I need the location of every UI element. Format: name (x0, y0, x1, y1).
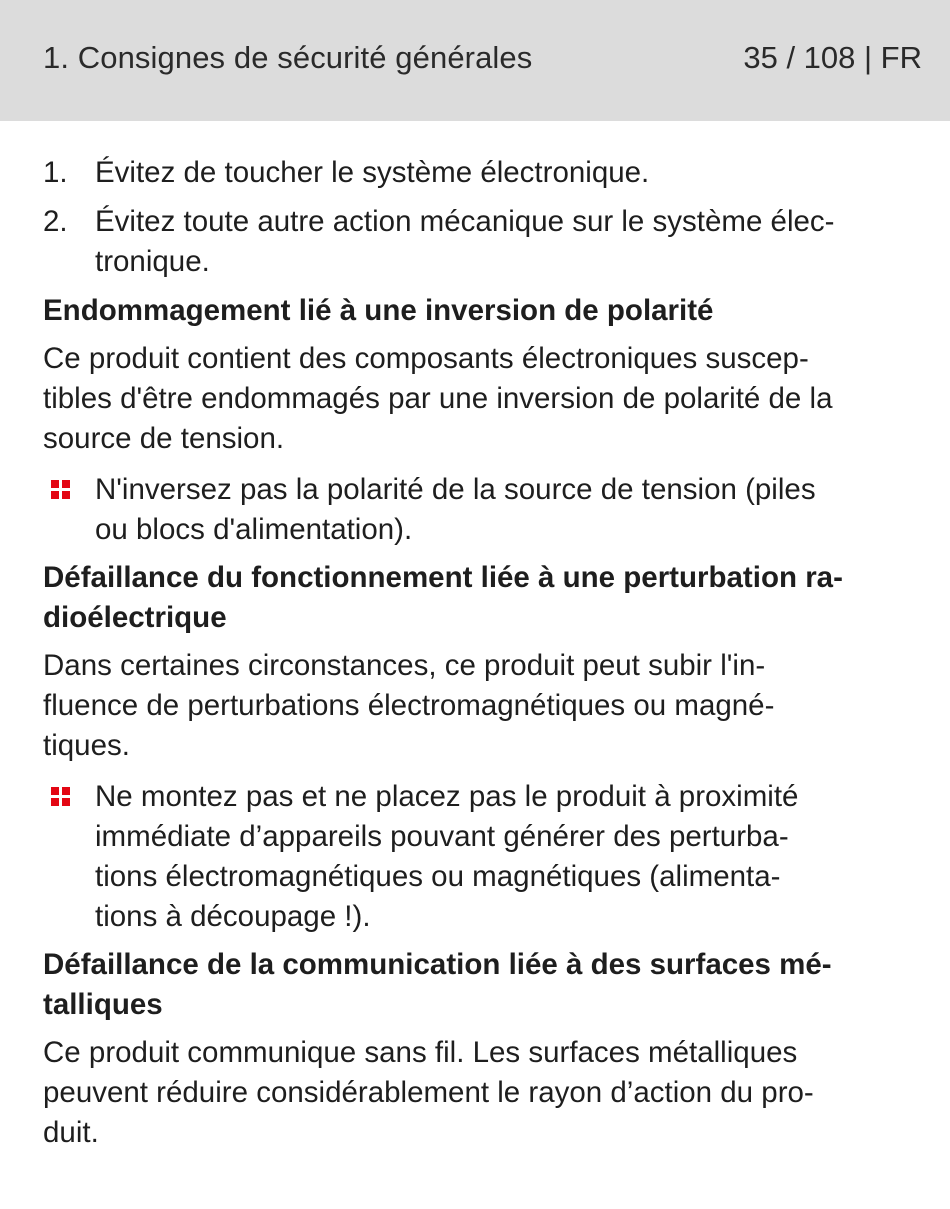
numbered-item (43, 153, 928, 193)
page-header (0, 0, 950, 121)
item-number: 1. (43, 156, 68, 189)
section-paragraph: Ce produit contient des composants électroniques suscep- tibles d'être endommagés par une inversion de polarité de la source de tension. (43, 342, 833, 455)
bullet-icon (43, 777, 95, 937)
bullet-text: N'inversez pas la polarité de la source de tension (piles ou blocs d'alimentation). (95, 473, 816, 546)
item-text: Évitez de toucher le système électronique. (95, 156, 650, 189)
section-heading: Défaillance de la communication liée à des surfaces mé- talliques (43, 948, 832, 1021)
section-title: 1. Consignes de sécurité générales (43, 40, 533, 75)
bullet-icon (43, 470, 95, 550)
warning-bullet-item (43, 777, 928, 937)
item-text: Évitez toute autre action mécanique sur le système élec- tronique. (95, 205, 835, 278)
document-body (43, 153, 928, 1164)
section-heading: Endommagement lié à une inversion de polarité (43, 294, 714, 327)
item-number: 2. (43, 205, 68, 238)
section-heading: Défaillance du fonctionnement liée à une perturbation ra- dioélectrique (43, 561, 843, 634)
warning-bullet-item (43, 470, 928, 550)
section-paragraph: Dans certaines circonstances, ce produit peut subir l'in- fluence de perturbations électromagnétiques ou magné- tiques. (43, 649, 775, 762)
section-paragraph: Ce produit communique sans fil. Les surfaces métalliques peuvent réduire considérablement le rayon d’action du pro- duit. (43, 1036, 814, 1149)
page-number: 35 / 108 | FR (743, 40, 922, 75)
bullet-text: Ne montez pas et ne placez pas le produit à proximité immédiate d’appareils pouvant générer des perturba- tions électromagnétiques ou magnétiques (alimenta- tions à découpage !). (95, 780, 799, 933)
numbered-item (43, 202, 928, 282)
